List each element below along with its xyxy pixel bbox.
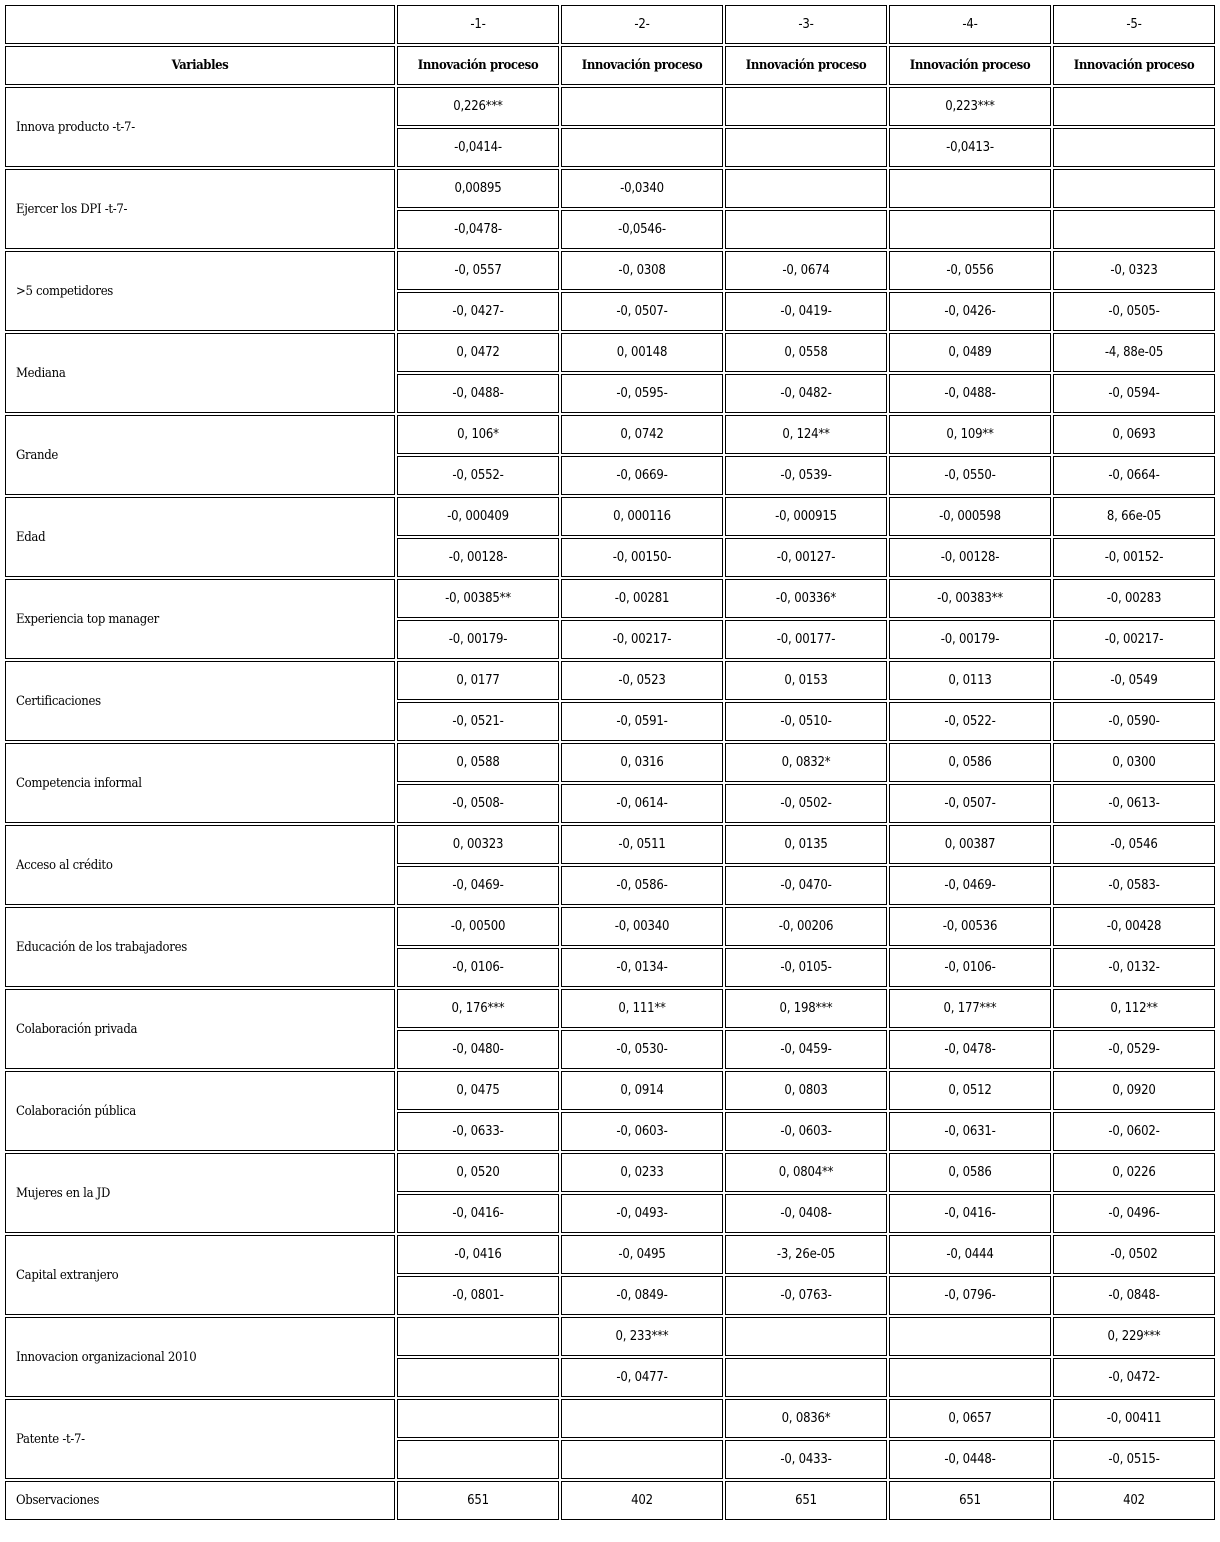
observations-label: Observaciones bbox=[5, 1481, 395, 1520]
coefficient-cell: -0, 0502 bbox=[1053, 1235, 1215, 1274]
coefficient-cell: 0, 00387 bbox=[889, 825, 1051, 864]
variable-label: Colaboración pública bbox=[5, 1071, 395, 1151]
standard-error-cell: -0, 0510- bbox=[725, 702, 887, 741]
coefficient-cell bbox=[561, 1399, 723, 1438]
variable-label: Innova producto -t-7- bbox=[5, 87, 395, 167]
coefficient-cell: 0, 112** bbox=[1053, 989, 1215, 1028]
coefficient-cell bbox=[397, 1399, 559, 1438]
variable-label: Mujeres en la JD bbox=[5, 1153, 395, 1233]
coefficient-cell: 0, 00323 bbox=[397, 825, 559, 864]
standard-error-cell: -0, 0583- bbox=[1053, 866, 1215, 905]
coefficient-cell: 0, 0226 bbox=[1053, 1153, 1215, 1192]
standard-error-cell: -0, 00127- bbox=[725, 538, 887, 577]
standard-error-cell: -0, 0478- bbox=[889, 1030, 1051, 1069]
standard-error-cell: -0, 0614- bbox=[561, 784, 723, 823]
column-number-row bbox=[5, 5, 1215, 44]
standard-error-cell: -0, 0515- bbox=[1053, 1440, 1215, 1479]
standard-error-cell: -0, 0603- bbox=[725, 1112, 887, 1151]
column-number: -1- bbox=[397, 5, 559, 44]
standard-error-cell: -0, 0603- bbox=[561, 1112, 723, 1151]
standard-error-cell: -0,0546- bbox=[561, 210, 723, 249]
coefficient-cell: -0, 0323 bbox=[1053, 251, 1215, 290]
coefficient-cell: 0, 0558 bbox=[725, 333, 887, 372]
coefficient-cell: 0, 106* bbox=[397, 415, 559, 454]
standard-error-cell: -0, 0631- bbox=[889, 1112, 1051, 1151]
standard-error-cell: -0, 0419- bbox=[725, 292, 887, 331]
standard-error-cell: -0, 0416- bbox=[397, 1194, 559, 1233]
coefficient-cell: -3, 26e-05 bbox=[725, 1235, 887, 1274]
coefficient-cell: 0, 0153 bbox=[725, 661, 887, 700]
coefficient-cell bbox=[725, 87, 887, 126]
standard-error-cell: -0, 0448- bbox=[889, 1440, 1051, 1479]
coefficient-row bbox=[5, 415, 1215, 454]
coefficient-cell: 0, 0135 bbox=[725, 825, 887, 864]
coefficient-cell bbox=[397, 1317, 559, 1356]
standard-error-cell: -0, 0539- bbox=[725, 456, 887, 495]
coefficient-row bbox=[5, 1071, 1215, 1110]
standard-error-cell: -0, 0505- bbox=[1053, 292, 1215, 331]
coefficient-cell bbox=[725, 1317, 887, 1356]
standard-error-cell: -0, 0480- bbox=[397, 1030, 559, 1069]
coefficient-row bbox=[5, 1317, 1215, 1356]
coefficient-row bbox=[5, 169, 1215, 208]
standard-error-cell bbox=[561, 1440, 723, 1479]
coefficient-cell: -0, 0511 bbox=[561, 825, 723, 864]
coefficient-cell: 0, 0586 bbox=[889, 1153, 1051, 1192]
coefficient-cell: -0, 0546 bbox=[1053, 825, 1215, 864]
coefficient-cell: -0, 00336* bbox=[725, 579, 887, 618]
standard-error-cell: -0, 0848- bbox=[1053, 1276, 1215, 1315]
standard-error-cell bbox=[725, 128, 887, 167]
coefficient-row bbox=[5, 497, 1215, 536]
coefficient-cell bbox=[725, 169, 887, 208]
standard-error-cell: -0,0478- bbox=[397, 210, 559, 249]
coefficient-cell: 0, 00148 bbox=[561, 333, 723, 372]
coefficient-cell: 0, 0836* bbox=[725, 1399, 887, 1438]
variable-label: Grande bbox=[5, 415, 395, 495]
coefficient-cell: -0, 00206 bbox=[725, 907, 887, 946]
observations-cell: 402 bbox=[561, 1481, 723, 1520]
coefficient-cell: 0, 233*** bbox=[561, 1317, 723, 1356]
variable-label: Competencia informal bbox=[5, 743, 395, 823]
coefficient-cell: 0, 0489 bbox=[889, 333, 1051, 372]
standard-error-cell: -0, 0763- bbox=[725, 1276, 887, 1315]
variable-label: Edad bbox=[5, 497, 395, 577]
standard-error-cell: -0, 0488- bbox=[889, 374, 1051, 413]
standard-error-cell: -0, 0664- bbox=[1053, 456, 1215, 495]
coefficient-cell: -0, 0556 bbox=[889, 251, 1051, 290]
standard-error-cell: -0, 0602- bbox=[1053, 1112, 1215, 1151]
standard-error-cell bbox=[889, 210, 1051, 249]
standard-error-cell: -0, 0433- bbox=[725, 1440, 887, 1479]
standard-error-cell: -0, 0521- bbox=[397, 702, 559, 741]
variable-label: Patente -t-7- bbox=[5, 1399, 395, 1479]
coefficient-cell: 0, 229*** bbox=[1053, 1317, 1215, 1356]
standard-error-cell: -0, 0586- bbox=[561, 866, 723, 905]
coefficient-row bbox=[5, 87, 1215, 126]
standard-error-cell: -0, 0106- bbox=[889, 948, 1051, 987]
coefficient-cell: -0, 00283 bbox=[1053, 579, 1215, 618]
coefficient-cell: 0, 0300 bbox=[1053, 743, 1215, 782]
coefficient-cell: 0, 109** bbox=[889, 415, 1051, 454]
standard-error-cell: -0, 0522- bbox=[889, 702, 1051, 741]
coefficient-cell: 0, 176*** bbox=[397, 989, 559, 1028]
dependent-variable-header: Innovación proceso bbox=[725, 46, 887, 85]
standard-error-cell: -0, 0105- bbox=[725, 948, 887, 987]
coefficient-row bbox=[5, 579, 1215, 618]
variable-label: >5 competidores bbox=[5, 251, 395, 331]
column-number: -3- bbox=[725, 5, 887, 44]
coefficient-cell: -0, 00411 bbox=[1053, 1399, 1215, 1438]
coefficient-cell bbox=[1053, 169, 1215, 208]
coefficient-cell: -0, 0523 bbox=[561, 661, 723, 700]
coefficient-cell: 0, 0586 bbox=[889, 743, 1051, 782]
variable-label: Experiencia top manager bbox=[5, 579, 395, 659]
coefficient-row bbox=[5, 825, 1215, 864]
coefficient-cell: -0,0340 bbox=[561, 169, 723, 208]
dependent-variable-header: Innovación proceso bbox=[397, 46, 559, 85]
variable-label: Capital extranjero bbox=[5, 1235, 395, 1315]
coefficient-cell bbox=[889, 169, 1051, 208]
standard-error-cell: -0, 0801- bbox=[397, 1276, 559, 1315]
coefficient-cell: 0, 0914 bbox=[561, 1071, 723, 1110]
coefficient-cell bbox=[1053, 87, 1215, 126]
coefficient-cell: 0, 0177 bbox=[397, 661, 559, 700]
coefficient-cell: 0, 0832* bbox=[725, 743, 887, 782]
standard-error-cell: -0, 0408- bbox=[725, 1194, 887, 1233]
standard-error-cell bbox=[1053, 210, 1215, 249]
coefficient-cell: -0, 0444 bbox=[889, 1235, 1051, 1274]
coefficient-cell: 0, 0472 bbox=[397, 333, 559, 372]
coefficient-cell: 0, 0113 bbox=[889, 661, 1051, 700]
standard-error-cell bbox=[889, 1358, 1051, 1397]
standard-error-cell bbox=[725, 210, 887, 249]
coefficient-row bbox=[5, 743, 1215, 782]
standard-error-cell: -0, 00217- bbox=[561, 620, 723, 659]
standard-error-cell: -0, 0507- bbox=[889, 784, 1051, 823]
standard-error-cell: -0,0413- bbox=[889, 128, 1051, 167]
coefficient-cell bbox=[889, 1317, 1051, 1356]
coefficient-cell: -0, 000915 bbox=[725, 497, 887, 536]
coefficient-cell: 0, 0803 bbox=[725, 1071, 887, 1110]
variable-label: Innovacion organizacional 2010 bbox=[5, 1317, 395, 1397]
coefficient-row bbox=[5, 251, 1215, 290]
coefficient-row bbox=[5, 1399, 1215, 1438]
standard-error-cell: -0, 0488- bbox=[397, 374, 559, 413]
coefficient-cell: 0,00895 bbox=[397, 169, 559, 208]
coefficient-cell: -0, 00536 bbox=[889, 907, 1051, 946]
standard-error-cell: -0, 0426- bbox=[889, 292, 1051, 331]
standard-error-cell bbox=[725, 1358, 887, 1397]
standard-error-cell: -0, 0507- bbox=[561, 292, 723, 331]
standard-error-cell: -0, 00179- bbox=[397, 620, 559, 659]
standard-error-cell bbox=[397, 1440, 559, 1479]
coefficient-cell: -0, 000598 bbox=[889, 497, 1051, 536]
coefficient-cell: 0, 0475 bbox=[397, 1071, 559, 1110]
standard-error-cell: -0, 0590- bbox=[1053, 702, 1215, 741]
standard-error-cell: -0, 0591- bbox=[561, 702, 723, 741]
coefficient-cell: 0, 0804** bbox=[725, 1153, 887, 1192]
coefficient-cell: 0, 0520 bbox=[397, 1153, 559, 1192]
coefficient-cell: 0, 0233 bbox=[561, 1153, 723, 1192]
variable-label: Certificaciones bbox=[5, 661, 395, 741]
standard-error-cell: -0, 0530- bbox=[561, 1030, 723, 1069]
coefficient-row bbox=[5, 1153, 1215, 1192]
coefficient-cell: -0, 00340 bbox=[561, 907, 723, 946]
coefficient-row bbox=[5, 907, 1215, 946]
coefficient-cell: -0, 00428 bbox=[1053, 907, 1215, 946]
observations-row bbox=[5, 1481, 1215, 1520]
coefficient-cell: -0, 00385** bbox=[397, 579, 559, 618]
variable-label: Educación de los trabajadores bbox=[5, 907, 395, 987]
coefficient-cell: 0, 0657 bbox=[889, 1399, 1051, 1438]
coefficient-row bbox=[5, 333, 1215, 372]
coefficient-cell: 0, 0693 bbox=[1053, 415, 1215, 454]
coefficient-cell: 8, 66e-05 bbox=[1053, 497, 1215, 536]
standard-error-cell: -0, 00150- bbox=[561, 538, 723, 577]
dependent-variable-header: Innovación proceso bbox=[561, 46, 723, 85]
standard-error-cell: -0, 0469- bbox=[397, 866, 559, 905]
coefficient-cell: 0, 111** bbox=[561, 989, 723, 1028]
standard-error-cell bbox=[397, 1358, 559, 1397]
standard-error-cell: -0, 00177- bbox=[725, 620, 887, 659]
dependent-variable-header: Innovación proceso bbox=[889, 46, 1051, 85]
coefficient-cell: 0, 0588 bbox=[397, 743, 559, 782]
regression-table-body bbox=[5, 5, 1215, 1520]
column-number: -2- bbox=[561, 5, 723, 44]
standard-error-cell: -0, 0496- bbox=[1053, 1194, 1215, 1233]
standard-error-cell: -0, 0132- bbox=[1053, 948, 1215, 987]
coefficient-cell: -0, 00500 bbox=[397, 907, 559, 946]
standard-error-cell: -0, 0459- bbox=[725, 1030, 887, 1069]
regression-table bbox=[3, 3, 1217, 1522]
coefficient-row bbox=[5, 661, 1215, 700]
standard-error-cell: -0, 0134- bbox=[561, 948, 723, 987]
standard-error-cell: -0, 0472- bbox=[1053, 1358, 1215, 1397]
standard-error-cell: -0, 0493- bbox=[561, 1194, 723, 1233]
standard-error-cell: -0, 0550- bbox=[889, 456, 1051, 495]
coefficient-cell: 0,223*** bbox=[889, 87, 1051, 126]
standard-error-cell: -0, 0529- bbox=[1053, 1030, 1215, 1069]
coefficient-cell: -0, 000409 bbox=[397, 497, 559, 536]
standard-error-cell bbox=[561, 128, 723, 167]
coefficient-cell: -0, 0495 bbox=[561, 1235, 723, 1274]
column-number: -5- bbox=[1053, 5, 1215, 44]
coefficient-cell bbox=[561, 87, 723, 126]
standard-error-cell bbox=[1053, 128, 1215, 167]
standard-error-cell: -0, 0849- bbox=[561, 1276, 723, 1315]
variable-label: Ejercer los DPI -t-7- bbox=[5, 169, 395, 249]
standard-error-cell: -0, 0508- bbox=[397, 784, 559, 823]
standard-error-cell: -0, 0469- bbox=[889, 866, 1051, 905]
standard-error-cell: -0, 0427- bbox=[397, 292, 559, 331]
standard-error-cell: -0, 00217- bbox=[1053, 620, 1215, 659]
standard-error-cell: -0, 0613- bbox=[1053, 784, 1215, 823]
variable-label: Mediana bbox=[5, 333, 395, 413]
coefficient-cell: -0, 0416 bbox=[397, 1235, 559, 1274]
empty-corner-cell bbox=[5, 5, 395, 44]
coefficient-cell: -0, 00383** bbox=[889, 579, 1051, 618]
coefficient-cell: -0, 0308 bbox=[561, 251, 723, 290]
standard-error-cell: -0, 0477- bbox=[561, 1358, 723, 1397]
observations-cell: 402 bbox=[1053, 1481, 1215, 1520]
standard-error-cell: -0, 0482- bbox=[725, 374, 887, 413]
standard-error-cell: -0, 0416- bbox=[889, 1194, 1051, 1233]
standard-error-cell: -0, 0669- bbox=[561, 456, 723, 495]
coefficient-cell: -0, 0557 bbox=[397, 251, 559, 290]
coefficient-cell: -4, 88e-05 bbox=[1053, 333, 1215, 372]
dependent-variable-header: Innovación proceso bbox=[1053, 46, 1215, 85]
observations-cell: 651 bbox=[397, 1481, 559, 1520]
standard-error-cell: -0, 0552- bbox=[397, 456, 559, 495]
coefficient-cell: 0, 000116 bbox=[561, 497, 723, 536]
coefficient-cell: 0,226*** bbox=[397, 87, 559, 126]
variable-label: Colaboración privada bbox=[5, 989, 395, 1069]
coefficient-row bbox=[5, 1235, 1215, 1274]
standard-error-cell: -0, 00179- bbox=[889, 620, 1051, 659]
coefficient-cell: -0, 0549 bbox=[1053, 661, 1215, 700]
standard-error-cell: -0, 0633- bbox=[397, 1112, 559, 1151]
standard-error-cell: -0, 00152- bbox=[1053, 538, 1215, 577]
coefficient-cell: 0, 0512 bbox=[889, 1071, 1051, 1110]
observations-cell: 651 bbox=[725, 1481, 887, 1520]
column-number: -4- bbox=[889, 5, 1051, 44]
standard-error-cell: -0, 00128- bbox=[889, 538, 1051, 577]
coefficient-cell: 0, 0742 bbox=[561, 415, 723, 454]
coefficient-cell: 0, 124** bbox=[725, 415, 887, 454]
coefficient-cell: 0, 0920 bbox=[1053, 1071, 1215, 1110]
variables-header: Variables bbox=[5, 46, 395, 85]
coefficient-cell: 0, 177*** bbox=[889, 989, 1051, 1028]
variable-label: Acceso al crédito bbox=[5, 825, 395, 905]
header-row bbox=[5, 46, 1215, 85]
coefficient-cell: 0, 0316 bbox=[561, 743, 723, 782]
coefficient-row bbox=[5, 989, 1215, 1028]
standard-error-cell: -0, 0796- bbox=[889, 1276, 1051, 1315]
coefficient-cell: 0, 198*** bbox=[725, 989, 887, 1028]
standard-error-cell: -0, 0595- bbox=[561, 374, 723, 413]
standard-error-cell: -0, 0470- bbox=[725, 866, 887, 905]
standard-error-cell: -0,0414- bbox=[397, 128, 559, 167]
observations-cell: 651 bbox=[889, 1481, 1051, 1520]
standard-error-cell: -0, 00128- bbox=[397, 538, 559, 577]
coefficient-cell: -0, 0674 bbox=[725, 251, 887, 290]
standard-error-cell: -0, 0502- bbox=[725, 784, 887, 823]
standard-error-cell: -0, 0106- bbox=[397, 948, 559, 987]
coefficient-cell: -0, 00281 bbox=[561, 579, 723, 618]
standard-error-cell: -0, 0594- bbox=[1053, 374, 1215, 413]
